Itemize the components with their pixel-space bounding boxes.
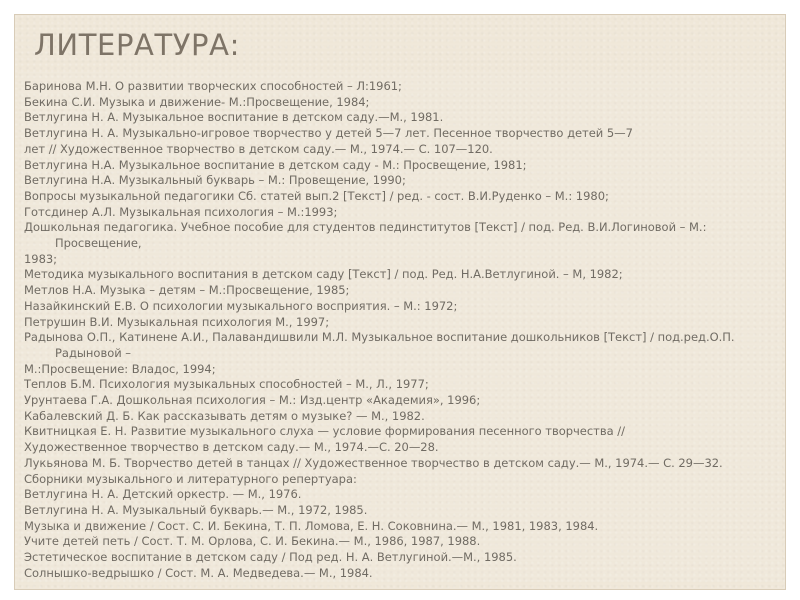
- reference-line: Ветлугина Н.А. Музыкальное воспитание в детском саду - М.: Просвещение, 1981;: [24, 157, 527, 172]
- reference-line: Бекина С.И. Музыка и движение- М.:Просвещение, 1984;: [24, 94, 370, 109]
- reference-line: Ветлугина Н. А. Детский оркестр. — М., 1976.: [24, 487, 302, 502]
- reference-line: Музыка и движение / Сост. С. И. Бекина, Т. П. Ломова, Е. Н. Соковнина.— М., 1981, 1983, 1984.: [24, 518, 599, 533]
- reference-line: Учите детей петь / Сост. Т. М. Орлова, С. И. Бекина.— М., 1986, 1987, 1988.: [24, 534, 481, 549]
- reference-line: Радыновой –: [55, 345, 132, 360]
- reference-line: М.:Просвещение: Владос, 1994;: [24, 361, 216, 376]
- reference-line: Квитницкая Е. Н. Развитие музыкального слуха — условие формирования песенного творчества //: [24, 424, 625, 439]
- reference-line: Лукьянова М. Б. Творчество детей в танцах // Художественное творчество в детском саду.— М., 1974.— С. 29—32.: [24, 455, 723, 470]
- reference-line: Метлов Н.А. Музыка – детям – М.:Просвещение, 1985;: [24, 283, 350, 298]
- reference-line: Солнышко-ведрышко / Сост. М. А. Медведева.— М., 1984.: [24, 565, 373, 580]
- reference-line: Петрушин В.И. Музыкальная психология М., 1997;: [24, 314, 330, 329]
- reference-line: Назайкинский Е.В. О психологии музыкального восприятия. – М.: 1972;: [24, 298, 458, 313]
- reference-line: лет // Художественное творчество в детском саду.— М., 1974.— С. 107—120.: [24, 141, 493, 156]
- reference-line: Ветлугина Н. А. Музыкально-игровое творчество у детей 5—7 лет. Песенное творчество детей 5—7: [24, 126, 633, 141]
- reference-line: Ветлугина Н. А. Музыкальный букварь.— М., 1972, 1985.: [24, 502, 368, 517]
- reference-line: Теплов Б.М. Психология музыкальных способностей – М., Л., 1977;: [24, 377, 429, 392]
- reference-line: Урунтаева Г.А. Дошкольная психология – М.: Изд.центр «Академия», 1996;: [24, 393, 481, 408]
- reference-line: Ветлугина Н. А. Музыкальное воспитание в детском саду.—М., 1981.: [24, 110, 444, 125]
- reference-line: Художественное творчество в детском саду.— М., 1974.—С. 20—28.: [24, 440, 439, 455]
- reference-line: Ветлугина Н.А. Музыкальный букварь – М.: Провещение, 1990;: [24, 173, 406, 188]
- reference-line: Готсдинер А.Л. Музыкальная психология – М.:1993;: [24, 204, 338, 219]
- reference-line: Эстетическое воспитание в детском саду / Под ред. Н. А. Ветлугиной.—М., 1985.: [24, 550, 517, 565]
- reference-line: Просвещение,: [55, 236, 142, 251]
- references-list: [24, 79, 764, 582]
- reference-line: Баринова М.Н. О развитии творческих способностей – Л:1961;: [24, 79, 402, 93]
- reference-line: Радынова О.П., Катинене А.И., Палавандишвили М.Л. Музыкальное воспитание дошкольников [Текст] / под.ред.О.П.: [24, 330, 735, 345]
- reference-line: Сборники музыкального и литературного репертуара:: [24, 471, 357, 486]
- reference-line: Кабалевский Д. Б. Как рассказывать детям о музыке? — М., 1982.: [24, 408, 425, 423]
- slide-title: ЛИТЕРАТУРА:: [34, 28, 240, 62]
- reference-line: Вопросы музыкальной педагогики Сб. статей вып.2 [Текст] / ред. - сост. В.И.Руденко – М.: 1980;: [24, 188, 609, 203]
- reference-line: Методика музыкального воспитания в детском саду [Текст] / под. Ред. Н.А.Ветлугиной. – М, 1982;: [24, 267, 623, 282]
- reference-line: Дошкольная педагогика. Учебное пособие для студентов пединститутов [Текст] / под. Ред. В.И.Логиновой – М.:: [24, 220, 707, 235]
- reference-line: 1983;: [24, 251, 58, 266]
